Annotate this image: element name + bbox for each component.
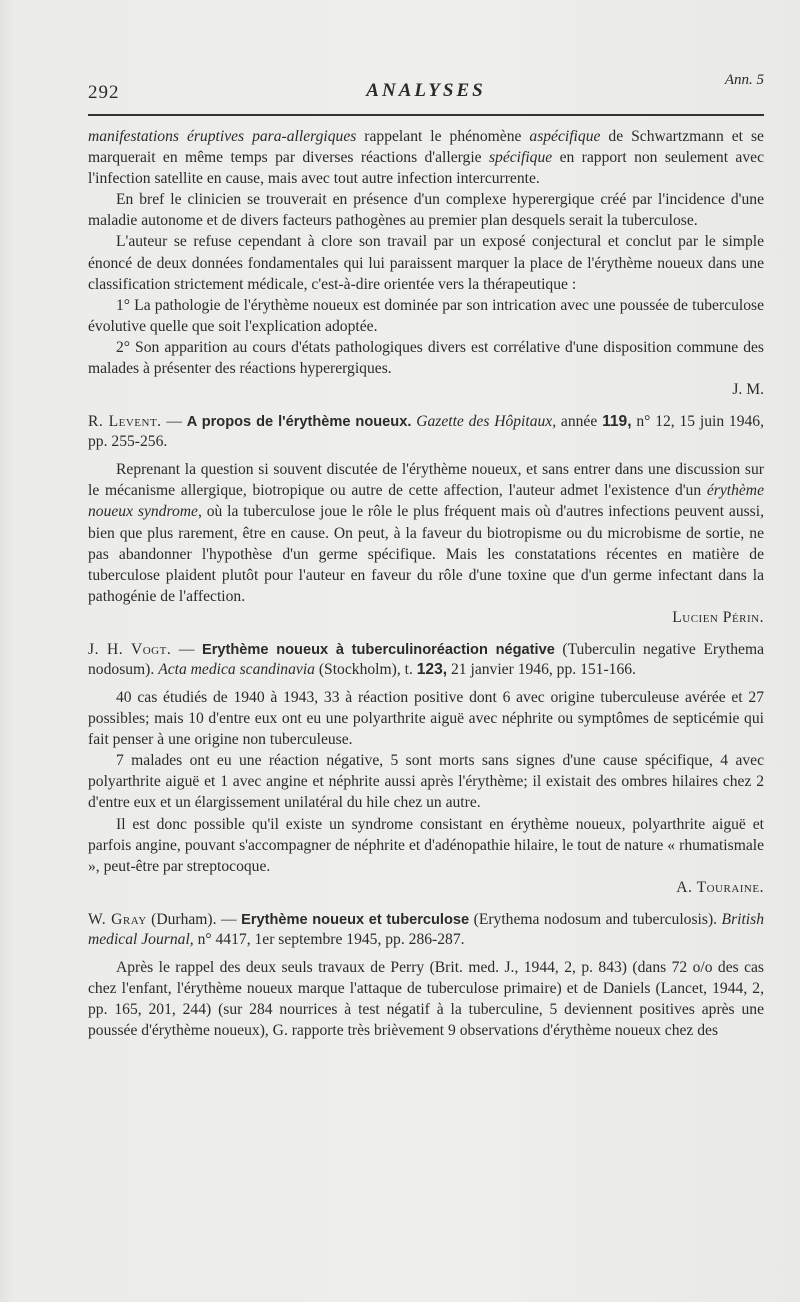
pages: n° 12, 15 juin 1946, pp. 255-256. <box>88 413 764 451</box>
journal-name: Gazette des Hôpitaux, <box>416 413 557 431</box>
author: R. Levent. <box>88 413 162 431</box>
paragraph: 1° La pathologie de l'érythème noueux est dominée par son intrication avec une poussée de tuberculose évolutive quelle que soit l'explication adoptée. <box>88 296 764 335</box>
running-title: ANALYSES <box>366 80 486 101</box>
signature: J. M. <box>732 381 764 399</box>
page-body <box>88 126 764 1041</box>
paragraph: Il est donc possible qu'il existe un syndrome consistant en érythème noueux, polyarthrite aiguë et parfois angine, pouvant s'accompagner de néphrite et d'adénopathie hilaire, le tout de nature « rhumatismale », peut-être par streptocoque. <box>88 815 764 875</box>
signature: A. Touraine. <box>676 878 764 896</box>
review-gray <box>88 910 764 1041</box>
journal-volume: Ann. 5 <box>724 72 764 88</box>
review-vogt <box>88 640 764 898</box>
article-title: Erythème noueux à tuberculinoréaction négative <box>201 641 555 658</box>
author: W. Gray <box>88 910 147 928</box>
running-header <box>88 72 764 112</box>
paragraph: L'auteur se refuse cependant à clore son travail par un exposé conjectural et conclut par le simple énoncé de deux données fondamentales qui lui paraissent marquer la place de l'érythème noueux dans une classification strictement médicale, c'est-à-dire orientée vers la thérapeutique : <box>88 233 764 293</box>
header-rule <box>88 114 764 116</box>
paragraph: 40 cas étudiés de 1940 à 1943, 33 à réaction positive dont 6 avec origine tuberculeuse avérée et 27 possibles; mais 10 d'entre eux ont eu une polyarthrite aiguë avec néphrite ou symptômes de septicémie qui fait penser à une origine non tuberculeuse. <box>88 688 764 749</box>
intro-continuation <box>88 126 764 400</box>
page-number: 292 <box>88 82 120 103</box>
volume: 123, <box>416 660 448 678</box>
paragraph: Après le rappel des deux seuls travaux de Perry (Brit. med. J., 1944, 2, p. 843) (dans 72 o/o des cas chez l'enfant, l'érythème noueux marque l'attaque de tuberculose primaire) et de Daniels (Lancet, 1944, 2, pp. 165, 201, 244) (sur 284 nourrices à test négatif à la tuberculine, 5 deviennent positives après une poussée d'érythème noueux), G. rapporte très brièvement 9 observations d'érythème noueux chez des <box>88 958 764 1040</box>
paragraph: manifestations éruptives para-allergiques rappelant le phénomène aspécifique de Schwartzmann et se marquerait en même temps par diverses réactions d'allergie spécifique en rapport non seulement avec l'infection satellite en cause, mais avec tout autre infection intercurrente. <box>88 128 764 188</box>
volume: 119, <box>602 413 632 431</box>
paragraph: En bref le clinicien se trouverait en présence d'un complexe hyperergique créé par l'incidence d'une maladie autonome et de divers facteurs pathogènes au premier plan desquels serait la tuberculose. <box>88 191 764 230</box>
reference: J. H. Vogt. — Erythème noueux à tuberculinoréaction négative (Tuberculin negative Erythema nodosum). Acta medica scandinavia (Stockholm), t. 123, 21 janvier 1946, pp. 151-166. <box>88 640 765 678</box>
journal-name: Acta medica scandinavia <box>158 660 315 678</box>
paragraph: 2° Son apparition au cours d'états pathologiques divers est corrélative d'une disposition commune des malades à présenter des réactions hyperergiques. <box>88 338 764 378</box>
pages: n° 4417, 1er septembre 1945, pp. 286-287. <box>193 930 465 948</box>
paragraph: 7 malades ont eu une réaction négative, 5 sont morts sans signes d'une cause spécifique, 4 avec polyarthrite aiguë et 1 avec angine et néphrite aussi après l'érythème; il existait des ombres hilaires chez 2 d'entre eux et un élargissement unilatéral du hile chez un autre. <box>88 752 764 812</box>
review-levent <box>88 412 764 628</box>
paragraph: Reprenant la question si souvent discutée de l'érythème noueux, et sans entrer dans une discussion sur le mécanisme allergique, biotropique ou autre de cette affection, l'auteur admet l'existence d'un érythème noueux syndrome, où la tuberculose joue le rôle le plus fréquent mais où d'autres infections peuvent aussi, bien que plus rarement, être en cause. On peut, à la faveur du biotropisme ou du microbisme de sortie, ne pas abandonner l'hypothèse d'un germe spécifique. Mais les constatations récentes en matière de tuberculose plaident plutôt pour l'auteur en faveur du rôle d'une toxine que d'un germe infectant dans la pathogénie de l'affection. <box>88 461 764 605</box>
article-title: A propos de l'érythème noueux. <box>186 414 412 431</box>
article-title: Erythème noueux et tuberculose <box>241 911 470 928</box>
reference: W. Gray (Durham). — Erythème noueux et tuberculose (Erythema nodosum and tuberculosis). British medical Journal, n° 4417, 1er septembre 1945, pp. 286-287. <box>88 910 765 948</box>
pages: 21 janvier 1946, pp. 151-166. <box>447 660 636 678</box>
author: J. H. Vogt. <box>88 640 172 658</box>
signature: Lucien Périn. <box>672 608 764 626</box>
reference: R. Levent. — A propos de l'érythème noueux. Gazette des Hôpitaux, année 119, n° 12, 15 juin 1946, pp. 255-256. <box>88 413 764 451</box>
journal-name: British medical Journal, <box>88 910 765 948</box>
